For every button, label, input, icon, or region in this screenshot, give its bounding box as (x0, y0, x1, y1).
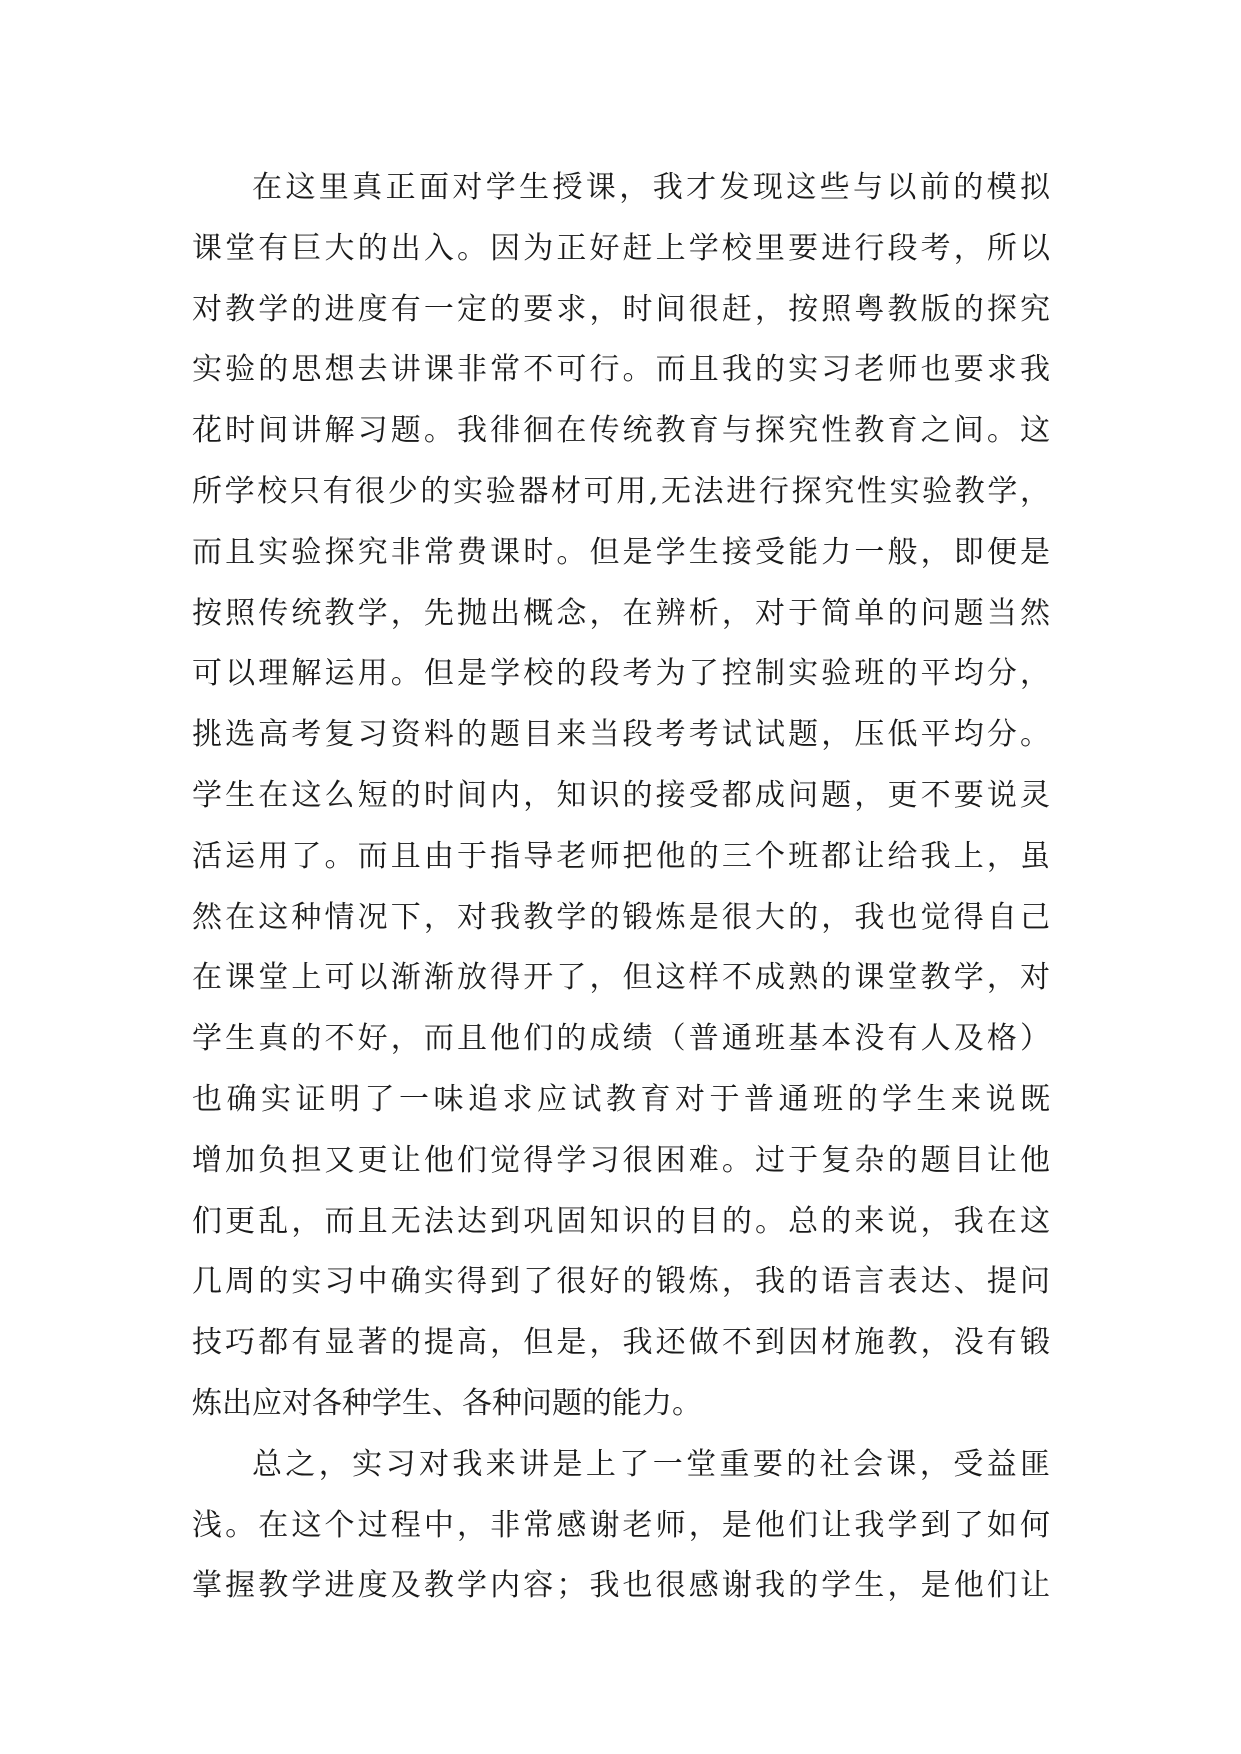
text-line: 浅。在这个过程中，非常感谢老师，是他们让我学到了如何 (192, 1507, 1050, 1543)
text-line: 们更乱，而且无法达到巩固知识的目的。总的来说，我在这 (192, 1203, 1050, 1239)
text-line: 对教学的进度有一定的要求，时间很赶，按照粤教版的探究 (192, 291, 1050, 327)
text-line: 而且实验探究非常费课时。但是学生接受能力一般，即便是 (192, 534, 1050, 570)
text-line: 学生在这么短的时间内，知识的接受都成问题，更不要说灵 (192, 777, 1050, 813)
paragraph-2 (192, 1435, 1050, 1617)
text-line: 学生真的不好，而且他们的成绩（普通班基本没有人及格） (192, 1021, 1050, 1057)
text-line: 几周的实习中确实得到了很好的锻炼，我的语言表达、提问 (192, 1264, 1050, 1300)
text-line: 总之，实习对我来讲是上了一堂重要的社会课，受益匪 (252, 1446, 1050, 1482)
text-line: 所学校只有很少的实验器材可用,无法进行探究性实验教学， (192, 473, 1050, 509)
paragraph-1 (192, 158, 1050, 1435)
text-line: 炼出应对各种学生、各种问题的能力。 (192, 1385, 702, 1421)
text-line: 实验的思想去讲课非常不可行。而且我的实习老师也要求我 (192, 352, 1050, 388)
text-line: 按照传统教学，先抛出概念，在辨析，对于简单的问题当然 (192, 595, 1050, 631)
text-line: 也确实证明了一味追求应试教育对于普通班的学生来说既 (192, 1081, 1050, 1117)
text-line: 可以理解运用。但是学校的段考为了控制实验班的平均分， (192, 656, 1050, 692)
text-line: 在这里真正面对学生授课，我才发现这些与以前的模拟 (252, 170, 1050, 205)
text-line: 挑选高考复习资料的题目来当段考考试试题，压低平均分。 (192, 717, 1050, 753)
text-line: 花时间讲解习题。我徘徊在传统教育与探究性教育之间。这 (192, 413, 1050, 449)
text-line: 活运用了。而且由于指导老师把他的三个班都让给我上，虽 (192, 838, 1050, 874)
text-line: 课堂有巨大的出入。因为正好赶上学校里要进行段考，所以 (192, 230, 1050, 266)
text-line: 然在这种情况下，对我教学的锻炼是很大的，我也觉得自己 (192, 899, 1050, 935)
text-line: 在课堂上可以渐渐放得开了，但这样不成熟的课堂教学，对 (192, 960, 1050, 996)
text-line: 技巧都有显著的提高，但是，我还做不到因材施教，没有锻 (192, 1325, 1050, 1361)
document-body (192, 158, 1050, 1617)
text-line: 掌握教学进度及教学内容；我也很感谢我的学生，是他们让 (192, 1568, 1050, 1604)
text-line: 增加负担又更让他们觉得学习很困难。过于复杂的题目让他 (192, 1142, 1050, 1178)
